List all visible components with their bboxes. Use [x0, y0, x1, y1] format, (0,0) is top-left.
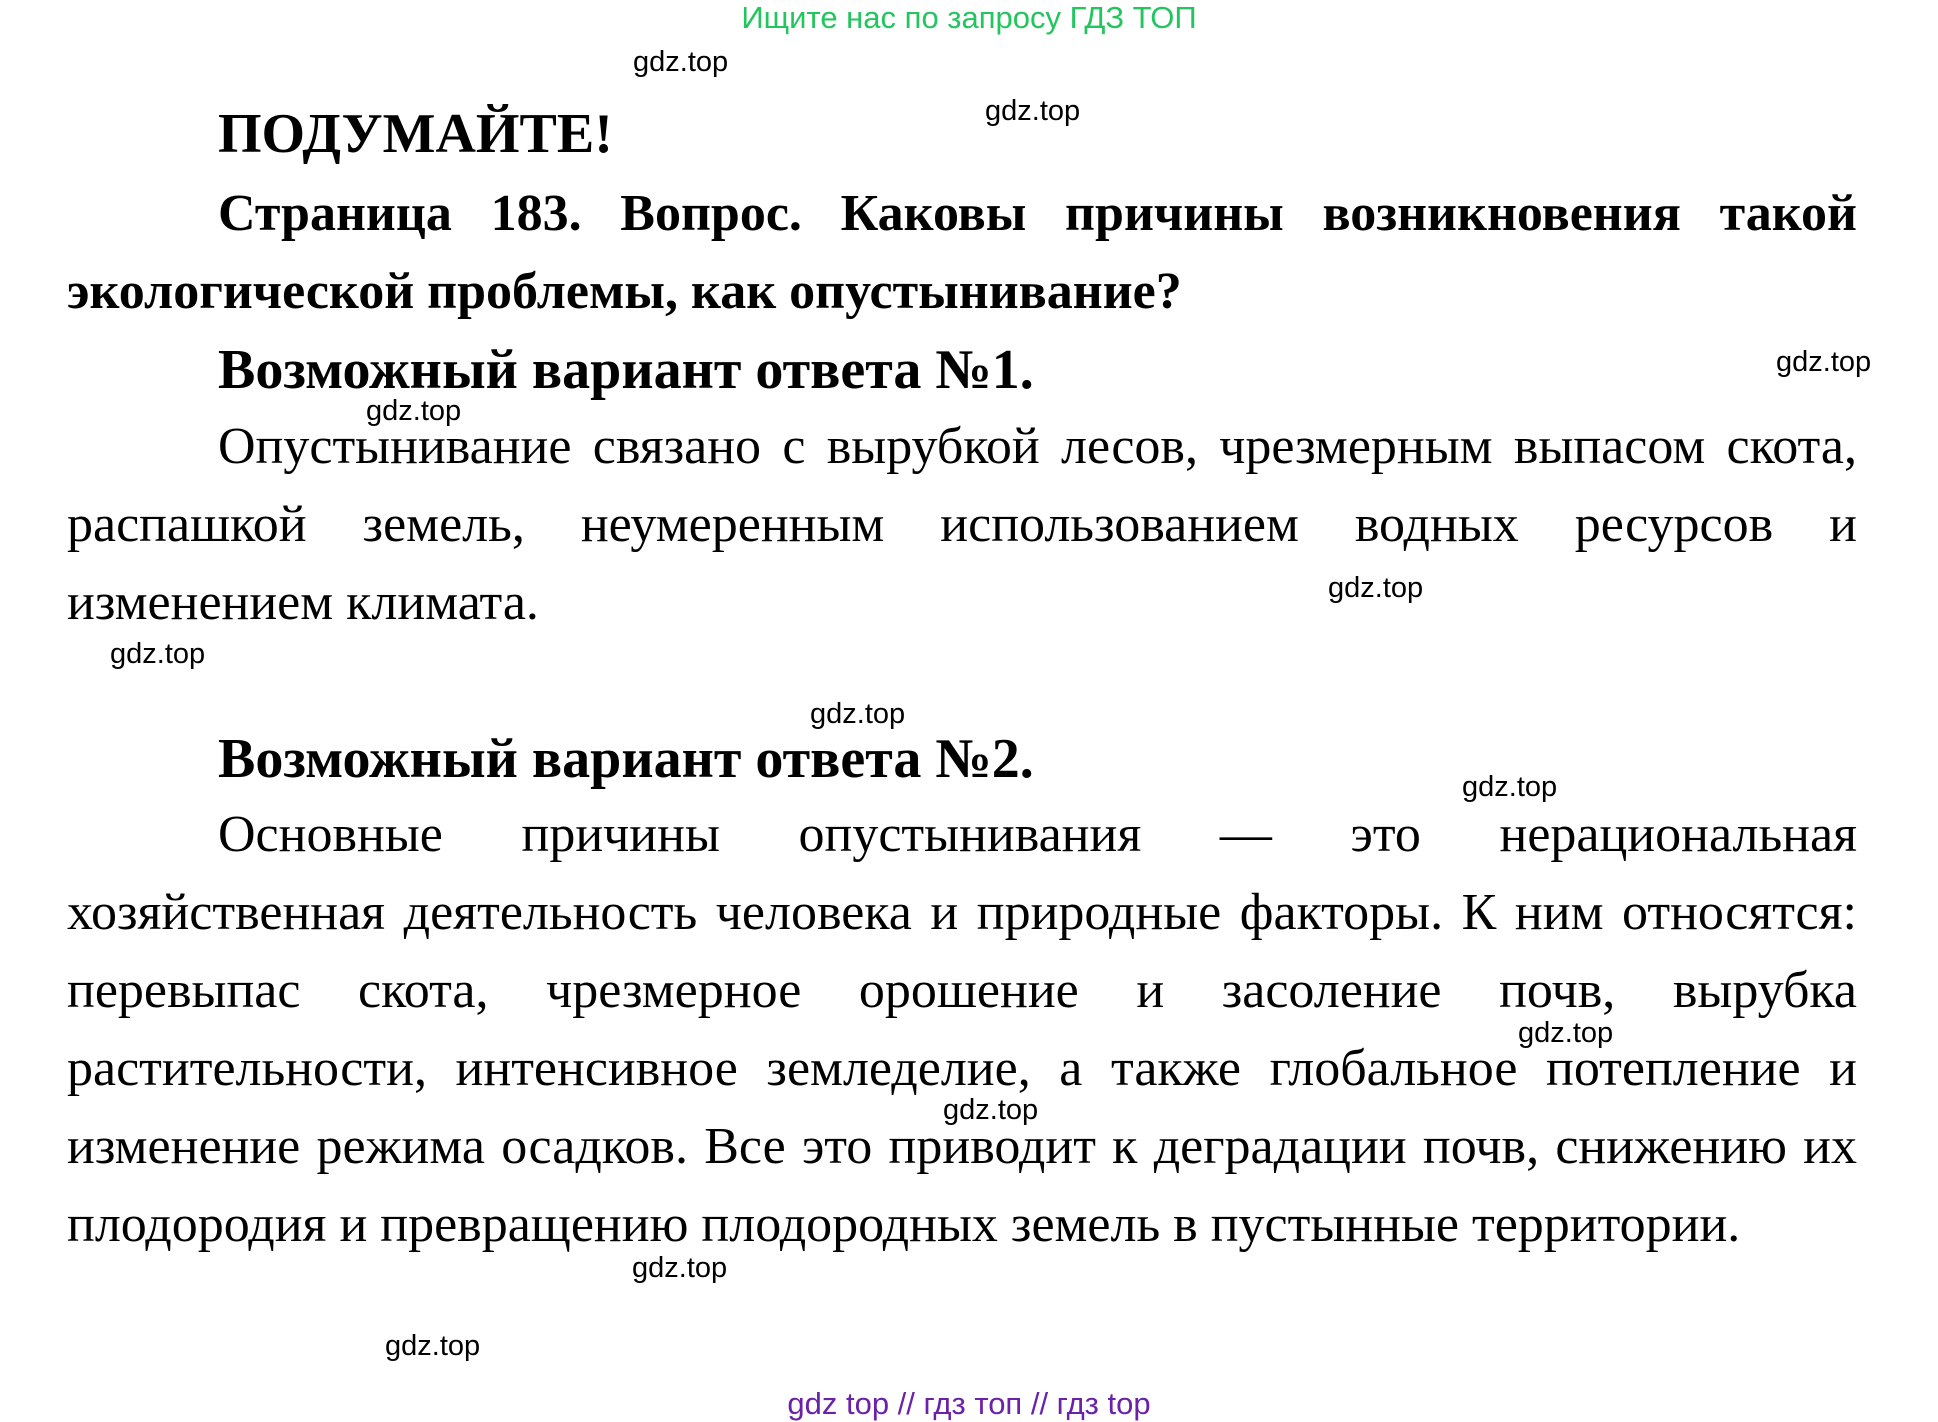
watermark: gdz.top	[1328, 572, 1424, 604]
watermark: gdz.top	[943, 1094, 1039, 1126]
watermark: gdz.top	[1462, 771, 1558, 803]
question-text: Страница 183. Вопрос. Каковы причины возникновения такой экологической проблемы, как опустынивание?	[67, 185, 1857, 320]
answer-1-title: Возможный вариант ответа №1.	[218, 339, 1034, 401]
section-heading: ПОДУМАЙТЕ!	[218, 103, 613, 165]
footer-watermark: gdz top // гдз топ // гдз top	[787, 1386, 1151, 1421]
watermark: gdz.top	[1518, 1017, 1614, 1049]
watermark: gdz.top	[632, 1252, 728, 1284]
watermark: gdz.top	[385, 1330, 481, 1362]
answer-2-text: Основные причины опустынивания — это нерациональная хозяйственная деятельность человека и природные факторы. К ним относятся: перевыпас скота, чрезмерное орошение и засоление почв, вырубка растительности, интенсивное земледелие, а также глобальное потепление и изменение режима осадков. Все это приводит к деградации почв, снижению их плодородия и превращению плодородных земель в пустынные территории.	[67, 806, 1857, 1253]
watermark: gdz.top	[110, 638, 206, 670]
watermark: gdz.top	[985, 95, 1081, 127]
answer-1-text: Опустынивание связано с вырубкой лесов, чрезмерным выпасом скота, распашкой земель, неумеренным использованием водных ресурсов и изменением климата.	[67, 418, 1857, 631]
answer-2-title: Возможный вариант ответа №2.	[218, 728, 1034, 790]
top-banner: Ищите нас по запросу ГДЗ ТОП	[741, 0, 1197, 35]
watermark: gdz.top	[810, 698, 906, 730]
watermark: gdz.top	[633, 46, 729, 78]
watermark: gdz.top	[1776, 346, 1872, 378]
watermark: gdz.top	[366, 395, 462, 427]
